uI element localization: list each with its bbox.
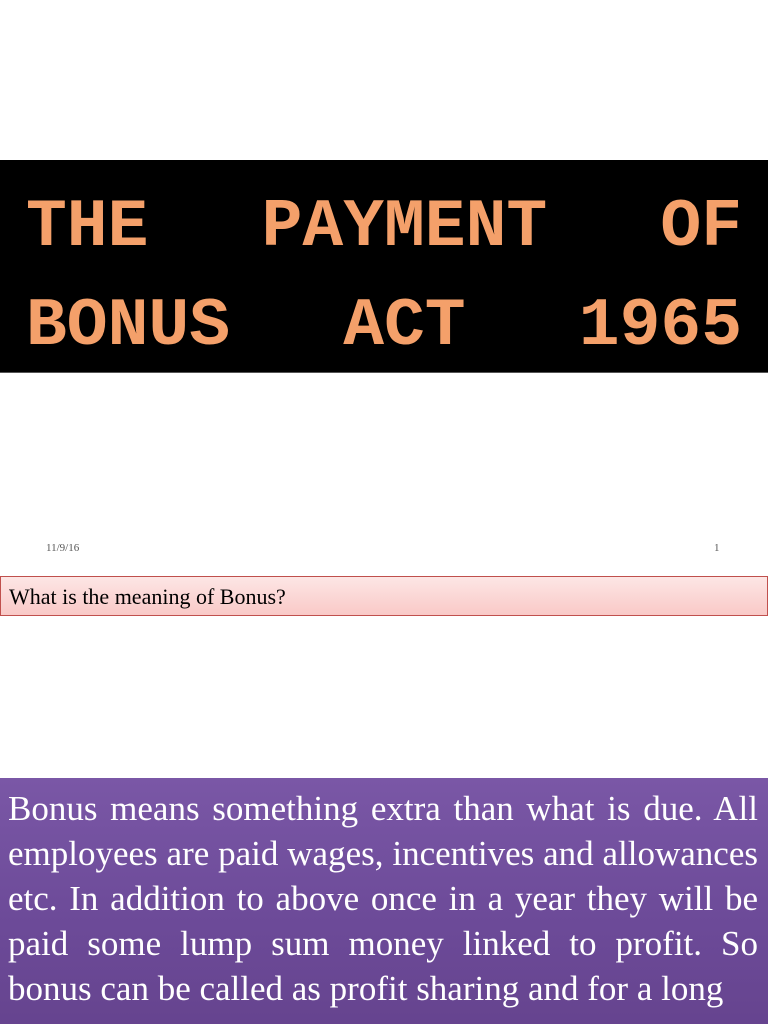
slide-date: 11/9/16 xyxy=(46,542,80,554)
title-line-1: THE PAYMENT OF xyxy=(26,189,742,266)
title-line-2: BONUS ACT 1965 xyxy=(26,288,742,365)
question-box xyxy=(0,576,768,616)
answer-panel xyxy=(0,778,768,1024)
title-banner xyxy=(0,160,768,373)
answer-text: Bonus means something extra than what is due. All employees are paid wages, incentives and allowances etc. In addition to above once in a year they will be paid some lump sum money linked to profit. So bonus can be called as profit sharing and for a long xyxy=(8,789,758,1008)
slide-number: 1 xyxy=(714,542,720,554)
question-text: What is the meaning of Bonus? xyxy=(9,584,286,609)
